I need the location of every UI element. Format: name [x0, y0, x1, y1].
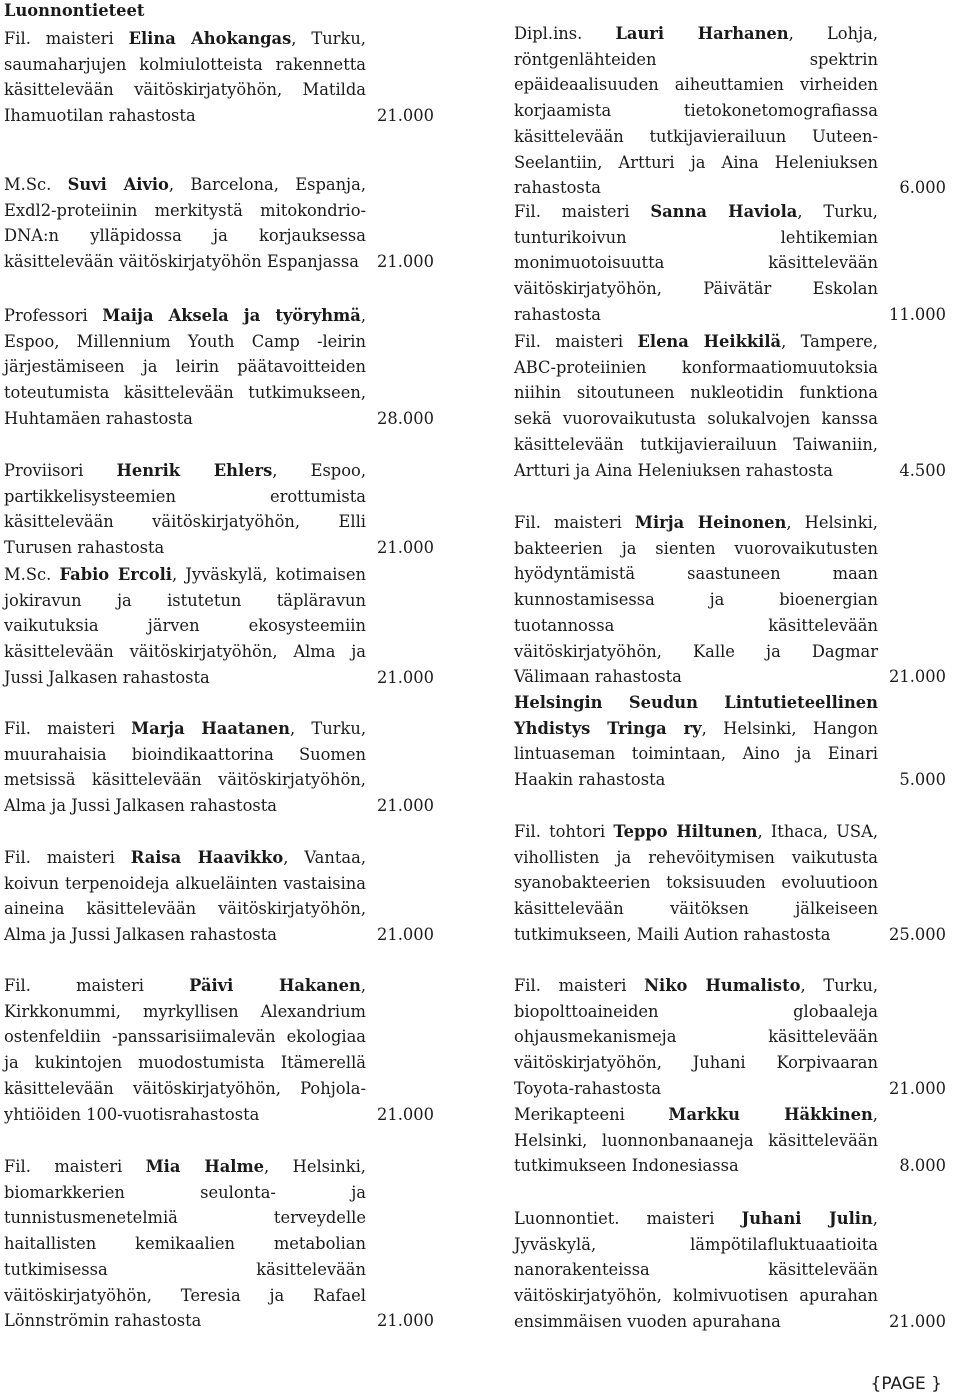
grant-details: , Helsinki, bakteerien ja sienten vuorovaikutusten hyödyntämistä saastuneen maan kunnostamisessa ja bioenergian tuotannossa käsittelevään väitöskirjatyöhön, Kalle ja Dagmar Välimaan rahastosta — [514, 513, 878, 687]
grant-entry — [514, 329, 946, 483]
grant-amount: 5.000 — [899, 770, 946, 790]
grant-description — [514, 329, 878, 483]
grant-description — [4, 845, 366, 948]
grant-details: , Helsinki, Hangon lintuaseman toimintaan, Aino ja Einari Haakin rahastosta — [514, 718, 878, 790]
grant-title-prefix: Fil. maisteri — [4, 29, 129, 48]
grant-details: , Jyväskylä, kotimaisen jokiravun ja istutetun täpläravun vaikutuksia järven ekosysteemiin käsittelevään väitöskirjatyöhön, Alma ja Jussi Jalkasen rahastosta — [4, 565, 366, 687]
grant-amount: 4.500 — [899, 460, 946, 480]
grant-entry — [514, 1206, 946, 1335]
grant-entry — [514, 973, 946, 1102]
grant-amount: 21.000 — [377, 1104, 434, 1124]
grant-amount: 11.000 — [889, 304, 946, 324]
grant-recipient-name: Mia Halme — [145, 1157, 265, 1176]
grant-recipient-name: Fabio Ercoli — [59, 565, 172, 584]
grant-details: , Turku, biopolttoaineiden globaaleja ohjausmekanismeja käsittelevään väitöskirjatyöhön, Juhani Korpivaaran Toyota-rahastosta — [514, 976, 878, 1098]
grant-description — [514, 199, 878, 328]
grant-recipient-name: Elena Heikkilä — [637, 332, 782, 351]
grant-title-prefix: Luonnontiet. maisteri — [514, 1209, 742, 1228]
grant-title-prefix: M.Sc. — [4, 565, 60, 584]
grant-entry — [4, 845, 434, 948]
grant-recipient-name: Mirja Heinonen — [634, 513, 787, 532]
grant-title-prefix: Fil. maisteri — [4, 848, 131, 867]
grant-amount: 21.000 — [377, 796, 434, 816]
grant-recipient-name: Lauri Harhanen — [615, 24, 789, 43]
grant-details: , Helsinki, luonnonbanaaneja käsittelevään tutkimukseen Indonesiassa — [514, 1105, 878, 1176]
grant-details: , Turku, saumaharjujen kolmiulotteista rakennetta käsittelevään väitöskirjatyöhön, Matilda Ihamuotilan rahastosta — [4, 29, 366, 126]
grant-amount: 21.000 — [377, 106, 434, 126]
grant-recipient-name: Niko Humalisto — [644, 976, 801, 995]
grant-title-prefix: Professori — [4, 306, 103, 325]
grant-description — [4, 562, 366, 691]
grant-entry — [4, 458, 434, 561]
grant-description — [4, 973, 366, 1127]
grant-details: , Tampere, ABC-proteiinien konformaatiomuutoksia niihin sitoutuneen nukleotidin funktiona sekä vuorovaikutusta solukalvojen kanssa käsittelevään tutkijavierailuun Taiwaniin, Artturi ja Aina Heleniuksen rahastosta — [514, 332, 878, 480]
grant-description — [514, 510, 878, 690]
grant-description — [514, 1102, 878, 1179]
grant-title-prefix: Fil. maisteri — [4, 976, 190, 995]
grant-details: , Turku, muurahaisia bioindikaattorina Suomen metsissä käsittelevään väitöskirjatyöhön, Alma ja Jussi Jalkasen rahastosta — [4, 719, 366, 816]
grant-entry — [4, 303, 434, 432]
grant-description — [4, 172, 366, 275]
grant-amount: 21.000 — [889, 667, 946, 687]
grant-title-prefix: Proviisori — [4, 461, 117, 480]
grant-title-prefix: Merikapteeni — [514, 1105, 669, 1124]
section-title: Luonnontieteet — [4, 1, 145, 20]
grant-amount: 28.000 — [377, 408, 434, 428]
grant-amount: 8.000 — [899, 1156, 946, 1176]
grant-description — [4, 716, 366, 819]
grant-recipient-name: Henrik Ehlers — [116, 461, 273, 480]
grant-entry — [4, 1154, 434, 1334]
grant-recipient-name: Suvi Aivio — [67, 175, 169, 194]
grant-amount: 21.000 — [377, 1311, 434, 1331]
grant-title-prefix: Fil. maisteri — [4, 719, 132, 738]
grant-title-prefix: Dipl.ins. — [514, 24, 616, 43]
grant-title-prefix: Fil. maisteri — [514, 976, 645, 995]
page-number-placeholder: {PAGE } — [870, 1374, 942, 1395]
grant-description — [514, 819, 878, 948]
grant-entry — [514, 690, 946, 793]
grant-entry — [4, 26, 434, 129]
grant-amount: 21.000 — [377, 252, 434, 272]
grant-title-prefix: Fil. maisteri — [514, 513, 635, 532]
grant-description — [514, 21, 878, 201]
grant-details: , Vantaa, koivun terpenoideja alkueläinten vastaisina aineina käsittelevään väitöskirjatyöhön, Alma ja Jussi Jalkasen rahastosta — [4, 848, 366, 945]
grant-amount: 21.000 — [377, 925, 434, 945]
grant-details: , Kirkkonummi, myrkyllisen Alexandrium ostenfeldiin -panssarisiimalevän ekologiaa ja kukintojen muodostumista Itämerellä käsittelevään väitöskirjatyöhön, Pohjola-yhtiöiden 100-vuotisrahastosta — [4, 976, 366, 1124]
grant-recipient-name: Päivi Hakanen — [189, 976, 361, 995]
grant-title-prefix: Fil. maisteri — [4, 1157, 146, 1176]
grant-recipient-name: Teppo Hiltunen — [613, 822, 758, 841]
grant-amount: 21.000 — [377, 667, 434, 687]
grant-entry — [514, 199, 946, 328]
grant-recipient-name: Maija Aksela ja työryhmä — [102, 306, 361, 325]
grant-details: , Espoo, partikkelisysteemien erottumista käsittelevään väitöskirjatyöhön, Elli Turusen rahastosta — [4, 461, 367, 558]
grant-details: , Turku, tunturikoivun lehtikemian monimuotoisuutta käsittelevään väitöskirjatyöhön, Päivätär Eskolan rahastosta — [514, 202, 878, 324]
grant-recipient-name: Markku Häkkinen — [668, 1105, 873, 1124]
grant-details: , Ithaca, USA, vihollisten ja rehevöitymisen vaikutusta syanobakteerien toksisuuden evoluutioon käsittelevään väitöksen jälkeiseen tutkimukseen, Maili Aution rahastosta — [514, 822, 878, 944]
grant-amount: 21.000 — [377, 538, 434, 558]
grant-entry — [4, 716, 434, 819]
grant-entry — [514, 819, 946, 948]
grant-recipient-name: Helsingin Seudun Lintutieteellinen Yhdistys Tringa ry — [514, 693, 878, 738]
grant-title-prefix: Fil. maisteri — [514, 332, 638, 351]
grant-details: , Helsinki, biomarkkerien seulonta- ja tunnistusmenetelmiä terveydelle haitallisten kemikaalien metabolian tutkimisessa käsittelevään väitöskirjatyöhön, Teresia ja Rafael Lönnströmin rahastosta — [4, 1157, 366, 1331]
grant-title-prefix: M.Sc. — [4, 175, 68, 194]
grant-description — [514, 973, 878, 1102]
grant-description — [4, 458, 366, 561]
grant-entry — [4, 172, 434, 275]
grant-details: , Barcelona, Espanja, Exdl2-proteiinin merkitystä mitokondrio-DNA:n ylläpidossa ja korjauksessa käsittelevään väitöskirjatyöhön Espanjassa — [4, 175, 366, 272]
grant-description — [4, 26, 366, 129]
grant-title-prefix: Fil. maisteri — [514, 202, 651, 221]
grant-details: , Espoo, Millennium Youth Camp -leirin järjestämiseen ja leirin päätavoitteiden toteutumista käsittelevään tutkimukseen, Huhtamäen rahastosta — [4, 306, 366, 428]
grant-entry — [4, 562, 434, 691]
grant-amount: 25.000 — [889, 924, 946, 944]
grant-entry — [514, 1102, 946, 1179]
grant-recipient-name: Elina Ahokangas — [128, 29, 292, 48]
grant-recipient-name: Marja Haatanen — [131, 719, 290, 738]
grant-details: , Jyväskylä, lämpötilafluktuaatioita nanorakenteissa käsittelevään väitöskirjatyöhön, kolmivuotisen apurahan ensimmäisen vuoden apurahana — [514, 1209, 878, 1331]
grant-description — [4, 1154, 366, 1334]
grant-entry — [4, 973, 434, 1127]
grant-amount: 6.000 — [899, 178, 946, 198]
grant-description — [514, 1206, 878, 1335]
grant-entry — [514, 21, 946, 201]
grant-details: , Lohja, röntgenlähteiden spektrin epäideaalisuuden aiheuttamien virheiden korjaamista tietokonetomografiassa käsittelevään tutkijavierailuun Uuteen-Seelantiin, Artturi ja Aina Heleniuksen rahastosta — [514, 24, 879, 198]
grant-description — [514, 690, 878, 793]
grant-amount: 21.000 — [889, 1078, 946, 1098]
grant-entry — [514, 510, 946, 690]
grant-recipient-name: Raisa Haavikko — [130, 848, 284, 867]
grant-description — [4, 303, 366, 432]
grant-recipient-name: Sanna Haviola — [650, 202, 798, 221]
grant-recipient-name: Juhani Julin — [741, 1209, 873, 1228]
grant-amount: 21.000 — [889, 1311, 946, 1331]
grant-title-prefix: Fil. tohtori — [514, 822, 614, 841]
